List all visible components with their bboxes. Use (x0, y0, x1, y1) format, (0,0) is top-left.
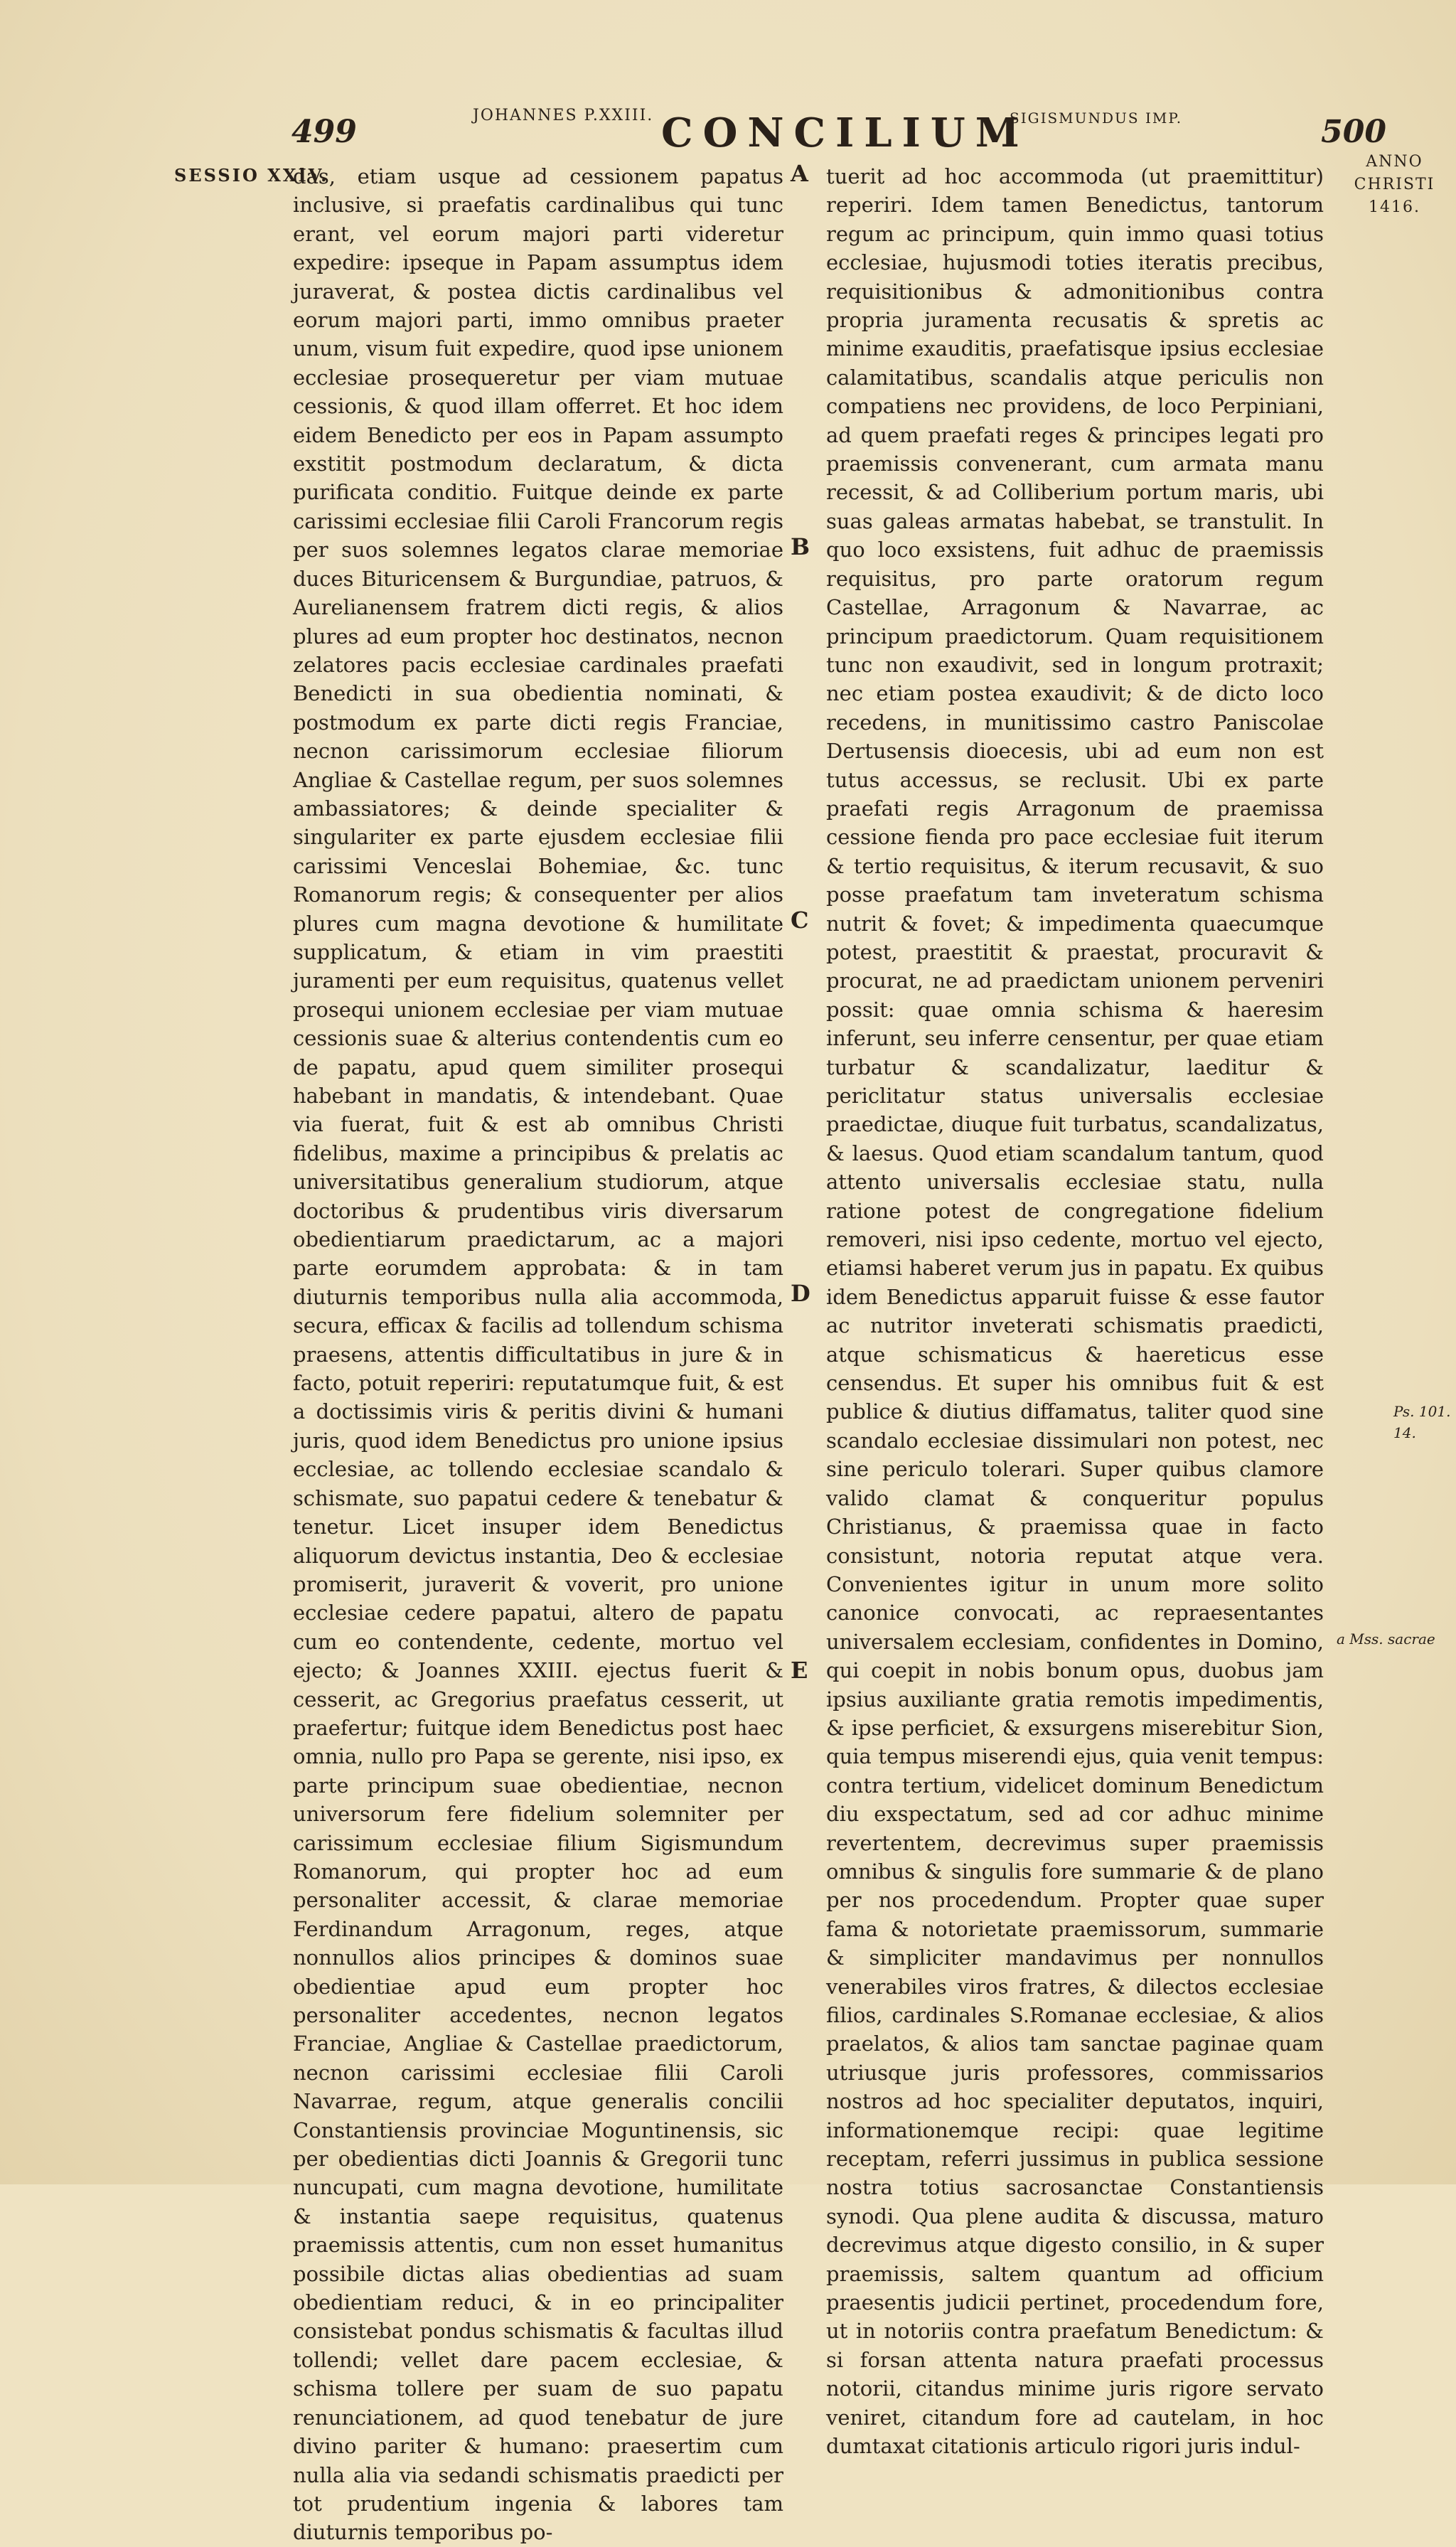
page-number-right: 500 (1321, 114, 1386, 150)
page-title: CONCILIUM (661, 110, 1029, 156)
margin-footnote: a Mss. sacrae (1337, 1630, 1435, 1648)
text-column-right: tuerit ad hoc accommoda (ut praemittitur) reperiri. Idem tamen Benedictus, tantorum regum ac principum, quin immo quasi totius ecclesiae, hujusmodi toties iteratis precibus, requisitionibus & admonitionibus contra propria juramenta recusatis & spretis ac minime exauditis, praefatisque ipsius ecclesiae calamitatibus, scandalis atque periculis non compatiens nec providens, de loco Perpiniani, ad quem praefati reges & principes legati pro praemissis convenerant, cum armata manu recessit, & ad Colliberium portum maris, ubi suas galeas armatas habebat, se transtulit. In quo loco exsistens, fuit adhuc de praemissis requisitus, pro parte oratorum regum Castellae, Arragonum & Navarrae, ac principum praedictorum. Quam requisitionem tunc non exaudivit, sed in longum protraxit; nec etiam postea exaudivit; & de dicto loco recedens, in munitissimo castro Paniscolae Dertusensis dioecesis, ubi ad eum non est tutus accessus, se reclusit. Ubi ex parte praefati regis Arragonum de praemissa cessione fienda pro pace ecclesiae fuit iterum & tertio requisitus, & iterum recusavit, & suo posse praefatum tam inveteratum schisma nutrit & fovet; & impedimenta quaecumque potest, praestitit & praestat, procuravit & procurat, ne ad praedictam unionem perveniri possit: quae omnia schisma & haeresim inferunt, seu inferre censentur, per quae etiam turbatur & scandalizatur, laeditur & periclitatur status universalis ecclesiae praedictae, diuque fuit turbatus, scandalizatus, & laesus. Quod etiam scandalum tantum, quod attento universalis ecclesiae statu, nulla ratione potest de congregatione fidelium removeri, nisi ipso cedente, mortuo vel ejecto, etiamsi haberet verum jus in papatu. Ex quibus idem Benedictus apparuit fuisse & esse fautor ac nutritor inveterati schismatis praedicti, atque schismaticus & haereticus esse censendus. Et super his omnibus fuit & est publice & diutius diffamatus, taliter quod sine scandalo ecclesiae dissimulari non potest, nec sine periculo tolerari. Super quibus clamore valido clamat & conqueritur populus Christianus, & praemissa quae in facto consistunt, notoria reputat atque vera. Convenientes igitur in unum more solito canonice convocati, ac repraesentantes universalem ecclesiam, confidentes in Domino, qui coepit in nobis bonum opus, duobus jam ipsius auxiliante gratia remotis impedimentis, & ipse perficiet, & exsurgens miserebitur Sion, quia tempus miserendi ejus, quia venit tempus: contra tertium, videlicet dominum Benedictum diu exspectatum, sed ad cor adhuc minime revertentem, decrevimus super praemissis omnibus & singulis fore summarie & de plano per nos procedendum. Propter quae super fama & notorietate praemissorum, summarie & simpliciter mandavimus per nonnullos venerabiles viros fratres, & dilectos ecclesiae filios, cardinales S.Romanae ecclesiae, & alios praelatos, & alios tam sanctae paginae quam utriusque juris professores, commissarios nostros ad hoc specialiter deputatos, inquiri, informationemque recipi: quae legitime receptam, referri jussimus in publica sessione nostra totius sacrosanctae Constantiensis synodi. Qua plene audita & discussa, maturo decrevimus atque digesto consilio, in & super praemissis, saltem quantum ad officium praesentis judicii pertinet, procedendum fore, ut in notoriis contra praefatum Benedictum: & si forsan attenta natura praefati processus notorii, citandus minime juris rigore servato veniret, citandum fore ad cautelam, in hoc dumtaxat citationis articulo rigori juris indul- (826, 164, 1324, 2459)
section-marker-c: C (791, 907, 809, 934)
section-marker-b: B (791, 533, 810, 560)
section-marker-a: A (791, 160, 808, 187)
section-marker-d: D (791, 1280, 810, 1307)
running-head-left: JOHANNES P.XXIII. (473, 107, 654, 124)
text-column-left: das, etiam usque ad cessionem papatus inclusive, si praefatis cardinalibus qui tunc erant, vel eorum majori parti videretur expedire: ipseque in Papam assumptus idem juraverat, & postea dictis cardinalibus vel eorum majori parti, immo omnibus praeter unum, visum fuit expedire, quod ipse unionem ecclesiae prosequeretur per viam mutuae cessionis, & quod illam offerret. Et hoc idem eidem Benedicto per eos in Papam assumpto exstitit postmodum declaratum, & dicta purificata conditio. Fuitque deinde ex parte carissimi ecclesiae filii Caroli Francorum regis per suos solemnes legatos clarae memoriae duces Bituricensem & Burgundiae, patruos, & Aurelianensem fratrem dicti regis, & alios plures ad eum propter hoc destinatos, necnon zelatores pacis ecclesiae cardinales praefati Benedicti in sua obedientia nominati, & postmodum ex parte dicti regis Franciae, necnon carissimorum ecclesiae filiorum Angliae & Castellae regum, per suos solemnes ambassiatores; & deinde specialiter & singulariter ex parte ejusdem ecclesiae filii carissimi Venceslai Bohemiae, &c. tunc Romanorum regis; & consequenter per alios plures cum magna devotione & humilitate supplicatum, & etiam in vim praestiti juramenti per eum requisitus, quatenus vellet prosequi unionem ecclesiae per viam mutuae cessionis suae & alterius contendentis cum eo de papatu, apud quem similiter prosequi habebant in mandatis, & intendebant. Quae via fuerat, fuit & est ab omnibus Christi fidelibus, maxime a principibus & prelatis ac universitatibus generalium studiorum, atque doctoribus & prudentibus viris diversarum obedientiarum praedictarum, ac a majori parte eorumdem approbata: & in tam diuturnis temporibus nulla alia accommoda, secura, efficax & facilis ad tollendum schisma praesens, attentis difficultatibus in jure & in facto, potuit reperiri: reputatumque fuit, & est a doctissimis viris & peritis divini & humani juris, quod idem Benedictus pro unione ipsius ecclesiae, ac tollendo ecclesiae scandalo & schismate, suo papatui cedere & tenebatur & tenetur. Licet insuper idem Benedictus aliquorum devictus instantia, Deo & ecclesiae promiserit, juraverit & voverit, pro unione ecclesiae cedere papatui, altero de papatu cum eo contendente, cedente, mortuo vel ejecto; & Joannes XXIII. ejectus fuerit & cesserit, ac Gregorius praefatus cesserit, ut praefertur; fuitque idem Benedictus post haec omnia, nullo pro Papa se gerente, nisi ipso, ex parte principum suae obedientiae, necnon universorum fere fidelium solemniter per carissimum ecclesiae filium Sigismundum Romanorum, qui propter hoc ad eum personaliter accessit, & clarae memoriae Ferdinandum Arragonum, reges, atque nonnullos alios principes & dominos suae obedientiae apud eum propter hoc personaliter accedentes, necnon legatos Franciae, Angliae & Castellae praedictorum, necnon carissimi ecclesiae filii Caroli Navarrae, regum, atque generalis concilii Constantiensis provinciae Moguntinensis, sic per obedientias dicti Joannis & Gregorii tunc nuncupati, cum magna devotione, humilitate & instantia saepe requisitus, quatenus praemissis attentis, cum non esset humanitus possibile dictas alias obedientias ad suam obedientiam reduci, & in eo principaliter consistebat pondus schismatis & facultas illud tollendi; vellet dare pacem ecclesiae, & schisma tollere per suam de suo papatu renunciationem, ad quod tenebatur de jure divino pariter & humano: praesertim cum nulla alia via sedandi schismatis praedicti per tot prudentium ingenia & labores tam diuturnis temporibus po- (293, 164, 783, 2545)
running-header (291, 100, 1386, 164)
margin-citation: Ps. 101. 14. (1393, 1403, 1451, 1441)
page-number-left: 499 (291, 114, 357, 150)
running-head-right: SIGISMUNDUS IMP. (1010, 110, 1183, 127)
margin-session-label: SESSIO XXIV. (174, 165, 329, 186)
margin-year-label: ANNO CHRISTI 1416. (1354, 153, 1435, 216)
section-marker-e: E (791, 1657, 808, 1684)
